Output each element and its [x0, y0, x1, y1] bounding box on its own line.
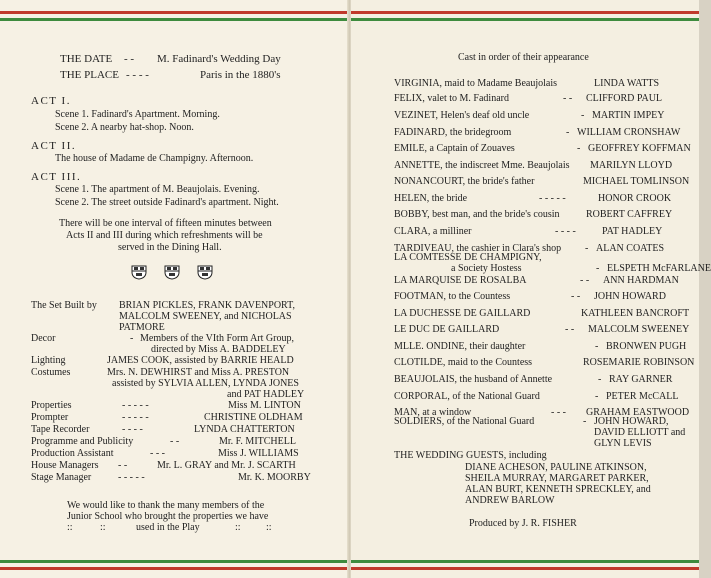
guests-heading: THE WEDDING GUESTS, including — [394, 450, 547, 461]
left-page — [0, 0, 349, 578]
credit-value: Members of the VIth Form Art Group, — [140, 333, 294, 344]
guest-line: DIANE ACHESON, PAULINE ATKINSON, — [465, 462, 647, 473]
top-red-stripe — [351, 11, 699, 14]
act-scene: Scene 2. The street outside Fadinard's apartment. Night. — [55, 197, 279, 208]
cast-dashes: - — [595, 391, 599, 402]
act-scene: Scene 1. The apartment of M. Beaujolais. Evening. — [55, 184, 260, 195]
cast-role: SOLDIERS, of the National Guard — [394, 416, 535, 427]
guest-line: SHEILA MURRAY, MARGARET PARKER, — [465, 473, 649, 484]
interval-note: served in the Dining Hall. — [118, 242, 222, 253]
credit-dashes: - - - - - — [122, 412, 149, 423]
credit-label: Production Assistant — [31, 448, 114, 459]
credit-label: Prompter — [31, 412, 69, 423]
cast-role-sub: a Society Hostess — [451, 263, 522, 274]
cast-role: CORPORAL, of the National Guard — [394, 391, 540, 402]
cast-actor: MARILYN LLOYD — [590, 160, 673, 171]
top-green-stripe — [351, 18, 699, 21]
cast-actor: MALCOLM SWEENEY — [588, 324, 690, 335]
crest-icon — [163, 262, 181, 280]
interval-note: There will be one interval of fifteen minutes between — [59, 218, 272, 229]
cast-dashes: - - - - — [555, 226, 576, 237]
place-dashes: - - - - — [126, 69, 149, 81]
act-title: ACT II. — [31, 140, 77, 152]
cast-dashes: - - - — [551, 407, 566, 418]
credit-dashes: - - - - — [122, 424, 143, 435]
guest-line: ALAN BURT, KENNETH SPRECKLEY, and — [465, 484, 651, 495]
cast-actor: MARTIN IMPEY — [592, 110, 665, 121]
cast-role: LA DUCHESSE DE GAILLARD — [394, 308, 531, 319]
cast-actor: HONOR CROOK — [598, 193, 672, 204]
credit-label: The Set Built by — [31, 300, 97, 311]
cast-actor: GLYN LEVIS — [594, 438, 652, 449]
place-label: THE PLACE — [60, 69, 119, 81]
credit-value: Mr. F. MITCHELL — [219, 436, 296, 447]
cast-role: MLLE. ONDINE, their daughter — [394, 341, 526, 352]
thanks-marks: :: — [235, 522, 241, 533]
credit-value: Mr. L. GRAY and Mr. J. SCARTH — [157, 460, 296, 471]
credit-label: House Managers — [31, 460, 99, 471]
cast-dashes: - — [581, 110, 585, 121]
cast-actor: KATHLEEN BANCROFT — [581, 308, 690, 319]
cast-actor: JOHN HOWARD, — [594, 416, 669, 427]
cast-actor: JOHN HOWARD — [594, 291, 666, 302]
cast-dashes: - - — [565, 324, 575, 335]
cast-dashes: - — [585, 243, 589, 254]
act-title: ACT I. — [31, 95, 71, 107]
cast-dashes: - - - - - — [539, 193, 566, 204]
crest-icon — [130, 262, 148, 280]
cast-dashes: - — [596, 263, 600, 274]
cast-actor: ELSPETH McFARLANE — [607, 263, 711, 274]
credit-label: Lighting — [31, 355, 66, 366]
credit-value: LYNDA CHATTERTON — [194, 424, 295, 435]
bottom-red-stripe — [351, 567, 699, 570]
right-page — [351, 0, 711, 578]
bottom-green-stripe — [0, 560, 349, 563]
credit-label: Stage Manager — [31, 472, 92, 483]
cast-role: LA MARQUISE DE ROSALBA — [394, 275, 527, 286]
cast-role: HELEN, the bride — [394, 193, 468, 204]
act-scene: Scene 2. A nearby hat-shop. Noon. — [55, 122, 194, 133]
place-value: Paris in the 1880's — [200, 69, 281, 81]
cast-actor: ALAN COATES — [596, 243, 665, 254]
act-scene: The house of Madame de Champigny. Afternoon. — [55, 153, 254, 164]
cast-role: TARDIVEAU, the cashier in Clara's shop — [394, 243, 562, 254]
credit-dashes: - - — [118, 460, 128, 471]
credit-value: Miss M. LINTON — [228, 400, 301, 411]
credit-dashes: - - - - - — [118, 472, 145, 483]
cast-role: BEAUJOLAIS, the husband of Annette — [394, 374, 553, 385]
cast-dashes: - — [598, 374, 602, 385]
credit-dashes: - - — [170, 436, 180, 447]
cast-actor: DAVID ELLIOTT and — [594, 427, 686, 438]
crest-icon — [196, 262, 214, 280]
thanks-note: We would like to thank the many members of the — [67, 500, 265, 511]
date-label: THE DATE — [60, 53, 113, 65]
act-title: ACT III. — [31, 171, 82, 183]
cast-dashes: - - — [580, 275, 590, 286]
credit-value: and PAT HADLEY — [227, 389, 305, 400]
cast-actor: CLIFFORD PAUL — [586, 93, 663, 104]
act-scene: Scene 1. Fadinard's Apartment. Morning. — [55, 109, 220, 120]
credit-value: directed by Miss A. BADDELEY — [151, 344, 286, 355]
credit-label: Decor — [31, 333, 56, 344]
cast-role: VEZINET, Helen's deaf old uncle — [394, 110, 530, 121]
cast-actor: PETER McCALL — [606, 391, 679, 402]
thanks-note: used in the Play — [136, 522, 200, 533]
thanks-marks: :: — [67, 522, 73, 533]
cast-role: EMILE, a Captain of Zouaves — [394, 143, 515, 154]
cast-actor: ROBERT CAFFREY — [586, 209, 673, 220]
top-red-stripe — [0, 11, 349, 14]
credit-dashes: - - - — [150, 448, 165, 459]
cast-role: CLOTILDE, maid to the Countess — [394, 357, 533, 368]
cast-actor: WILLIAM CRONSHAW — [577, 127, 681, 138]
cast-heading: Cast in order of their appearance — [458, 52, 589, 63]
credit-value: Miss J. WILLIAMS — [218, 448, 299, 459]
credit-value: MALCOLM SWEENEY, and NICHOLAS — [119, 311, 292, 322]
cast-actor: GRAHAM EASTWOOD — [586, 407, 690, 418]
cast-dashes: - — [583, 416, 587, 427]
cast-role: ANNETTE, the indiscreet Mme. Beaujolais — [394, 160, 570, 171]
credit-dashes: - - - - - — [122, 400, 149, 411]
date-value: M. Fadinard's Wedding Day — [157, 53, 281, 65]
cast-dashes: - - — [571, 291, 581, 302]
cast-dashes: - — [566, 127, 570, 138]
cast-role: FADINARD, the bridegroom — [394, 127, 512, 138]
bottom-green-stripe — [351, 560, 699, 563]
cast-dashes: - - — [563, 93, 573, 104]
cast-actor: ANN HARDMAN — [603, 275, 679, 286]
credit-value: CHRISTINE OLDHAM — [204, 412, 303, 423]
cast-role: NONANCOURT, the bride's father — [394, 176, 535, 187]
credit-label: Tape Recorder — [31, 424, 90, 435]
cast-actor: MICHAEL TOMLINSON — [583, 176, 690, 187]
cast-role: CLARA, a milliner — [394, 226, 472, 237]
cast-actor: LINDA WATTS — [594, 78, 660, 89]
cast-role: LA COMTESSE DE CHAMPIGNY, — [394, 252, 542, 263]
credit-dashes: - — [130, 333, 134, 344]
cast-role: LE DUC DE GAILLARD — [394, 324, 500, 335]
guest-line: ANDREW BARLOW — [465, 495, 555, 506]
cast-dashes: - — [595, 341, 599, 352]
thanks-marks: :: — [100, 522, 106, 533]
date-dashes: - - — [124, 53, 135, 65]
producer-credit: Produced by J. R. FISHER — [469, 518, 577, 529]
cast-actor: GEOFFREY KOFFMAN — [588, 143, 691, 154]
cast-actor: RAY GARNER — [609, 374, 673, 385]
thanks-marks: :: — [266, 522, 272, 533]
credit-value: Mrs. N. DEWHIRST and Miss A. PRESTON — [107, 367, 290, 378]
credit-value: JAMES COOK, assisted by BARRIE HEALD — [107, 355, 294, 366]
thanks-note: Junior School who brought the properties we have — [67, 511, 269, 522]
cast-actor: PAT HADLEY — [602, 226, 663, 237]
top-green-stripe — [0, 18, 349, 21]
cast-actor: BRONWEN PUGH — [606, 341, 687, 352]
credit-value: assisted by SYLVIA ALLEN, LYNDA JONES — [112, 378, 299, 389]
cast-role: FOOTMAN, to the Countess — [394, 291, 511, 302]
credit-label: Properties — [31, 400, 72, 411]
credit-label: Costumes — [31, 367, 71, 378]
credit-value: Mr. K. MOORBY — [238, 472, 311, 483]
credit-value: PATMORE — [119, 322, 165, 333]
cast-role: BOBBY, best man, and the bride's cousin — [394, 209, 560, 220]
cast-role: MAN, at a window — [394, 407, 472, 418]
credit-label: Programme and Publicity — [31, 436, 134, 447]
cast-role: VIRGINIA, maid to Madame Beaujolais — [394, 78, 558, 89]
cast-dashes: - — [577, 143, 581, 154]
credit-value: BRIAN PICKLES, FRANK DAVENPORT, — [119, 300, 295, 311]
cast-role: FELIX, valet to M. Fadinard — [394, 93, 509, 104]
cast-actor: ROSEMARIE ROBINSON — [583, 357, 695, 368]
interval-note: Acts II and III during which refreshments will be — [66, 230, 263, 241]
bottom-red-stripe — [0, 567, 349, 570]
